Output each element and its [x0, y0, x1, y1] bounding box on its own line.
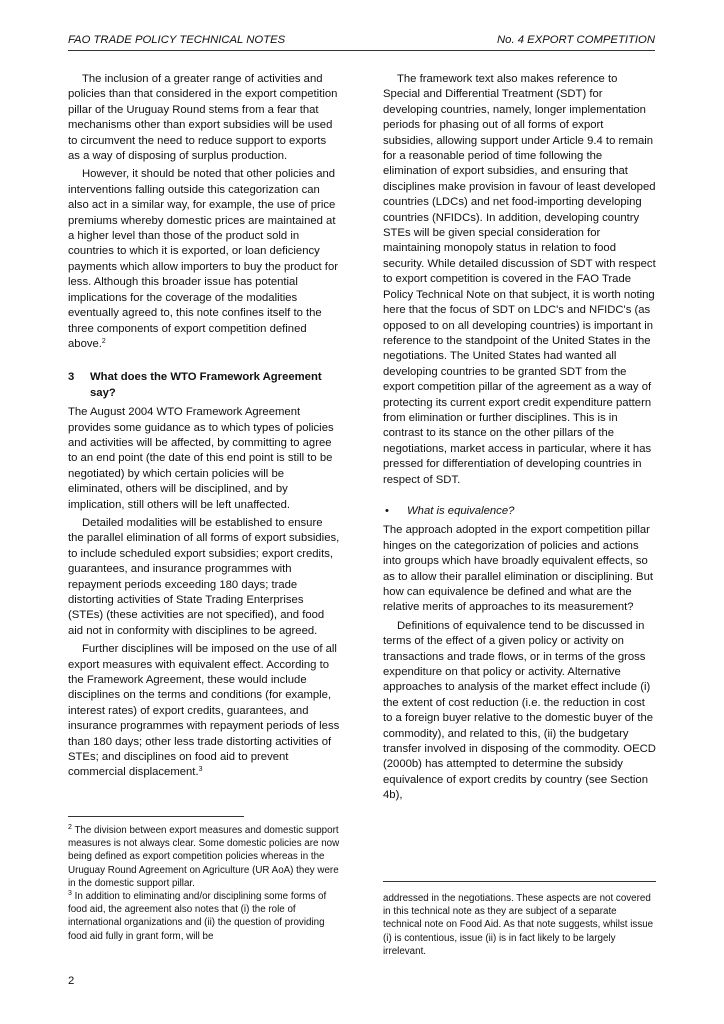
paragraph: The inclusion of a greater range of activities and policies than that considered in the export competition pillar of the Uruguay Round stems from a fear that mechanisms other than export subsidies will be used to circumvent the need to reduce support to exports as a way of disposing of surplus production.: [68, 73, 338, 163]
footnote-rule-right: [383, 881, 656, 882]
footnote-text: In addition to eliminating and/or disciplining some forms of food aid, the agreement also notes that (i) the role of international organizations and (ii) the question of providing food aid fully in grant form, will be: [68, 891, 327, 942]
footnote-3-continued: addressed in the negotiations. These aspects are not covered in this technical note as they are subject of a separate technical note on Food Aid. As that note suggests, whilst issue (i) is contentious, issue (ii) is in fact likely to be largely irrelevant.: [383, 893, 654, 957]
right-column: [383, 72, 656, 807]
left-column: [68, 72, 341, 784]
footnote-mark: 2: [68, 824, 72, 831]
footnote-rule-left: [68, 816, 244, 817]
footnote-text: The division between export measures and domestic support measures is not always clear. Some domestic policies are now being defined as export competition policies whereas in the Uruguay Round Agreement on Agriculture (UR AoA) they were in the domestic support pillar.: [68, 825, 340, 889]
paragraph: Detailed modalities will be established to ensure the parallel elimination of all forms of export subsidies, to include scheduled export subsidies; export credits, guarantees, and insurance programmes with repayment periods exceeding 180 days; trade distorting activities of State Trading Enterprises (STEs) (these activities are not specified), and food aid not in conformity with disciplines to be agreed.: [68, 516, 340, 637]
header-series-title: FAO TRADE POLICY TECHNICAL NOTES: [68, 34, 286, 46]
footnotes-left: [68, 824, 341, 943]
bullet-title: What is equivalence?: [407, 504, 515, 517]
footnote-2: [68, 824, 341, 890]
paragraph: Definitions of equivalence tend to be discussed in terms of the effect of a given policy or activity on transactions and trade flows, or in terms of the gross expenditure on that policy or activity. Alternative approaches to analysis of the market effect include (i) the extent of cost reduction (i.e. the reduction in cost to a foreign buyer relative to the domestic buyer of the commodity), and related to this, (ii) the budgetary transfer involved in disposing of the commodity. OECD (2000b) has attempted to determine the subsidy equivalence of export credits by country (see Section 4b),: [383, 619, 656, 802]
header-note-title: No. 4 EXPORT COMPETITION: [497, 34, 655, 46]
page-number: 2: [68, 975, 75, 987]
bullet-heading: [383, 504, 656, 519]
paragraph-with-footnote: [68, 167, 341, 352]
paragraph: The approach adopted in the export competition pillar hinges on the categorization of policies and actions into groups which have broadly equivalent effects, so as to allow their parallel elimination or disciplining. But how can equivalence be defined and what are the relative merits of approaches to its measurement?: [383, 524, 654, 614]
footnote-mark: 3: [68, 890, 72, 898]
footnote-3: [68, 890, 341, 943]
bullet-icon: •: [385, 504, 389, 517]
section-number: 3: [68, 371, 75, 384]
footnote-ref: 3: [198, 766, 203, 774]
section-heading: [68, 370, 341, 401]
paragraph: The framework text also makes reference to Special and Differential Treatment (SDT) for developing countries, namely, longer implementation periods for phasing out of all forms of export subsidies, allowing support under Article 9.4 to remain for a reasonable period of time following the elimination of export subsidies, and ensuring that disciplines make provision in favour of least developed countries (LDCs) and net food-importing developing countries (NFIDCs). In addition, developing country STEs will be given special consideration for maintaining monopoly status in relation to food security. While detailed discussion of SDT with respect to export competition is covered in the FAO Trade Policy Technical Note on that subject, it is worth noting here that the focus of SDT on LDC's and NFIDC's (as opposed to on all developing countries) is important in reference to the standpoint of the United States in the negotiations. The United States had wanted all developing countries to be granted SDT from the export competition pillar of the agreement as a way of protecting its current export credit expenditure pattern from elimination or further disciplines. This is in contrast to its stance on the other pillars of the negotiations, market access in particular, where it has pressed for differentiation of developing countries in respect of SDT.: [383, 73, 656, 486]
paragraph-text: However, it should be noted that other policies and interventions falling outside this categorization can also act in a similar way, for example, the use of price premiums whereby domestic prices are maintained at a higher level than those of the product sold in countries to which it is exported, or loan deficiency payments which allow importers to buy the product for less. Although this broader issue has potential implications for the coverage of the modalities eventually agreed to, this note confines itself to the three components of export competition defined above.: [68, 168, 338, 350]
section-title: What does the WTO Framework Agreement say?: [90, 371, 322, 399]
paragraph-text: Further disciplines will be imposed on the use of all export measures with equivalent effect. According to the Framework Agreement, these would include disciplines on the terms and conditions (for example, interest rates) of export credits, guarantees, and insurance programmes with repayment periods of less than 180 days; other less trade distorting activities of STEs; and disciplines on food aid to prevent commercial displacement.: [68, 643, 340, 779]
paragraph: The August 2004 WTO Framework Agreement provides some guidance as to which types of policies and activities will be affected, by committing to agree to an end point (the date of this end point is still to be negotiated) by which certain policies will be eliminated, others will be disciplined, and by implication, still others will be left unaffected.: [68, 406, 334, 511]
running-header: [68, 34, 655, 51]
footnotes-right: [383, 892, 656, 958]
paragraph-with-footnote: [68, 642, 341, 781]
footnote-ref: 2: [101, 337, 106, 345]
